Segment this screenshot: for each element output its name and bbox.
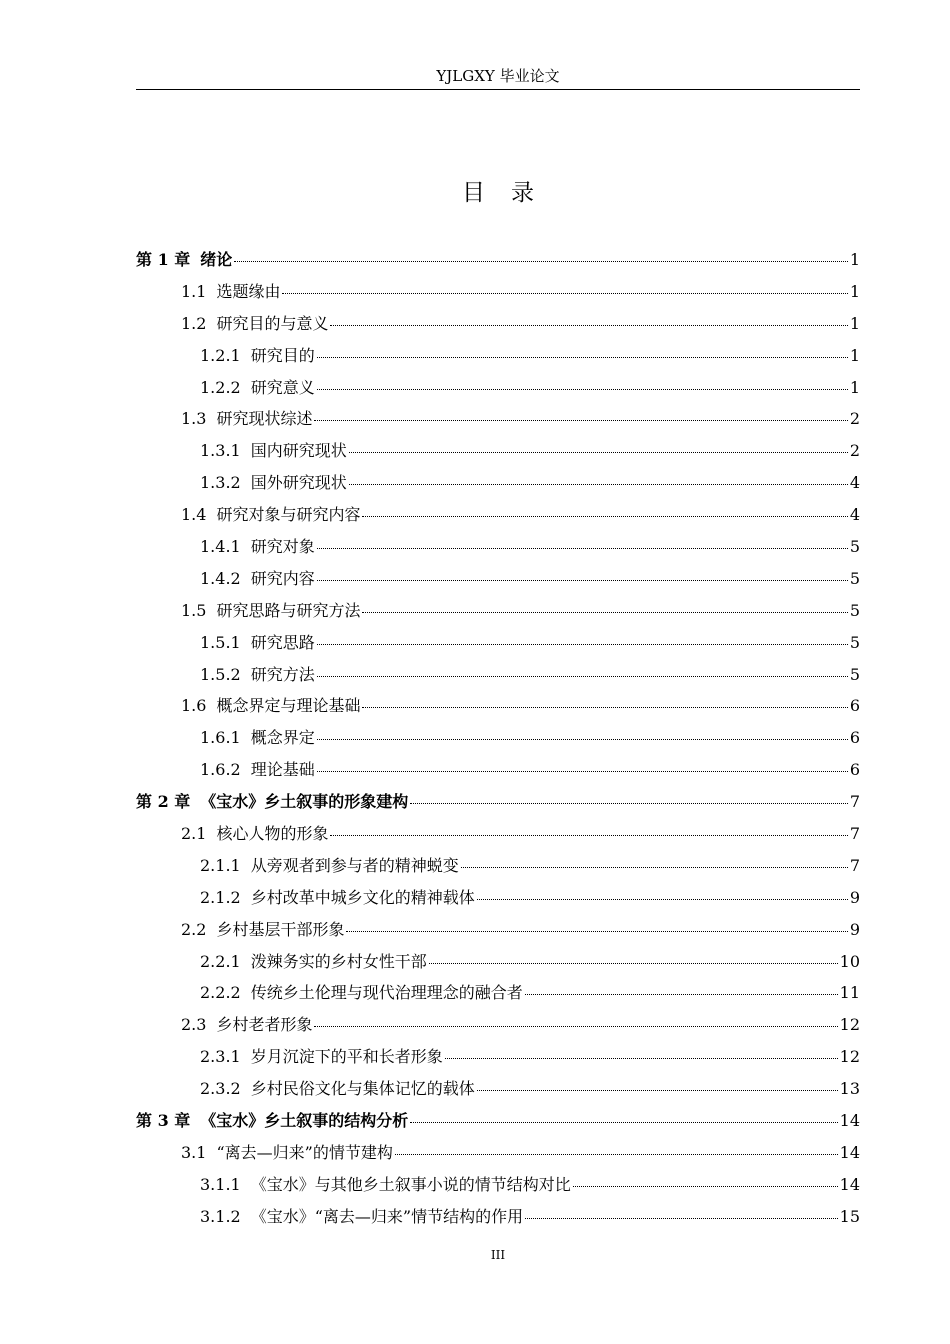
dot-leader	[330, 834, 847, 836]
toc-entry-number: 3.1	[181, 1142, 207, 1162]
toc-entry-title: 乡村改革中城乡文化的精神载体	[250, 887, 475, 907]
toc-entry-number: 1.2.2	[200, 377, 241, 397]
toc-subsection-entry[interactable]	[136, 1073, 860, 1105]
dot-leader	[314, 1025, 837, 1027]
toc-entry-number: 2.1	[181, 824, 207, 844]
dot-leader	[525, 993, 838, 995]
dot-leader	[429, 962, 838, 964]
page-number: III	[490, 1248, 506, 1262]
toc-entry-page: 12	[839, 1015, 860, 1035]
toc-entry-page: 6	[849, 760, 860, 780]
dot-leader	[362, 515, 847, 517]
toc-entry-number: 2.2	[181, 919, 207, 939]
toc-subsection-entry[interactable]	[136, 659, 860, 691]
dot-leader	[317, 547, 848, 549]
toc-entry-title: 传统乡土伦理与现代治理理念的融合者	[250, 983, 523, 1003]
toc-entry-title: 研究思路与研究方法	[216, 600, 361, 620]
toc-entry-number: 2.2.1	[200, 951, 241, 971]
toc-entry-number: 1.3.1	[200, 441, 241, 461]
toc-entry-title: 研究现状综述	[216, 409, 313, 429]
toc-entry-number: 第 2 章	[136, 792, 191, 812]
toc-section-entry[interactable]	[136, 914, 860, 946]
toc-subsection-entry[interactable]	[136, 882, 860, 914]
dot-leader	[362, 611, 847, 613]
table-of-contents	[136, 244, 860, 1233]
toc-entry-number: 2.3	[181, 1015, 207, 1035]
toc-entry-page: 15	[839, 1206, 860, 1226]
toc-entry-title: 概念界定与理论基础	[216, 696, 361, 716]
toc-entry-page: 12	[839, 1047, 860, 1067]
toc-entry-page: 2	[849, 441, 860, 461]
dot-leader	[477, 1089, 838, 1091]
toc-entry-page: 5	[849, 664, 860, 684]
toc-entry-page: 7	[849, 792, 860, 812]
dot-leader	[445, 1057, 838, 1059]
dot-leader	[234, 260, 848, 262]
toc-entry-title: 理论基础	[250, 760, 315, 780]
toc-section-entry[interactable]	[136, 595, 860, 627]
dot-leader	[410, 1121, 837, 1123]
toc-chapter-entry[interactable]	[136, 1105, 860, 1137]
toc-section-entry[interactable]	[136, 690, 860, 722]
toc-entry-number: 1.3	[181, 409, 207, 429]
dot-leader	[330, 324, 847, 326]
dot-leader	[349, 483, 848, 485]
toc-entry-page: 11	[839, 983, 860, 1003]
dot-leader	[410, 802, 848, 804]
toc-entry-title: 研究对象与研究内容	[216, 505, 361, 525]
toc-subsection-entry[interactable]	[136, 754, 860, 786]
toc-entry-title: 选题缘由	[216, 281, 281, 301]
dot-leader	[317, 579, 848, 581]
toc-entry-number: 2.2.2	[200, 983, 241, 1003]
toc-subsection-entry[interactable]	[136, 722, 860, 754]
dot-leader	[282, 292, 847, 294]
toc-entry-page: 7	[849, 855, 860, 875]
toc-entry-page: 5	[849, 537, 860, 557]
toc-entry-number: 1.3.2	[200, 473, 241, 493]
toc-entry-number: 1.2	[181, 313, 207, 333]
toc-subsection-entry[interactable]	[136, 1041, 860, 1073]
toc-entry-page: 1	[849, 250, 860, 269]
toc-entry-title: 《宝水》乡土叙事的形象建构	[200, 792, 409, 812]
running-header: YJLGXY 毕业论文	[436, 67, 560, 85]
dot-leader	[346, 930, 847, 932]
toc-entry-page: 9	[849, 919, 860, 939]
toc-entry-title: 概念界定	[250, 728, 315, 748]
toc-entry-page: 7	[849, 824, 860, 844]
toc-entry-number: 1.4.1	[200, 537, 241, 557]
toc-entry-page: 6	[849, 728, 860, 748]
dot-leader	[477, 898, 848, 900]
dot-leader	[573, 1185, 838, 1187]
toc-section-entry[interactable]	[136, 403, 860, 435]
toc-entry-title: 乡村民俗文化与集体记忆的载体	[250, 1079, 475, 1099]
toc-entry-title: 研究意义	[250, 377, 315, 397]
toc-entry-number: 1.6	[181, 696, 207, 716]
toc-section-entry[interactable]	[136, 818, 860, 850]
toc-entry-title: 研究对象	[250, 537, 315, 557]
toc-subsection-entry[interactable]	[136, 563, 860, 595]
toc-entry-number: 1.5.1	[200, 632, 241, 652]
toc-subsection-entry[interactable]	[136, 467, 860, 499]
header-rule	[136, 89, 860, 90]
toc-entry-title: 研究目的与意义	[216, 313, 329, 333]
toc-entry-number: 1.1	[181, 281, 207, 301]
toc-entry-title: 国内研究现状	[250, 441, 347, 461]
toc-entry-page: 2	[849, 409, 860, 429]
dot-leader	[317, 356, 848, 358]
toc-section-entry[interactable]	[136, 499, 860, 531]
toc-entry-title: “离去—归来”的情节建构	[216, 1142, 393, 1162]
toc-entry-title: 研究目的	[250, 345, 315, 365]
toc-entry-number: 2.3.2	[200, 1079, 241, 1099]
toc-entry-title: 《宝水》与其他乡土叙事小说的情节结构对比	[250, 1174, 571, 1194]
toc-subsection-entry[interactable]	[136, 850, 860, 882]
toc-subsection-entry[interactable]	[136, 372, 860, 404]
toc-entry-number: 1.4.2	[200, 568, 241, 588]
toc-entry-number: 1.4	[181, 505, 207, 525]
toc-entry-title: 研究思路	[250, 632, 315, 652]
dot-leader	[317, 643, 848, 645]
toc-section-entry[interactable]	[136, 276, 860, 308]
toc-entry-page: 9	[849, 887, 860, 907]
toc-entry-title: 乡村基层干部形象	[216, 919, 345, 939]
toc-entry-number: 1.5	[181, 600, 207, 620]
dot-leader	[317, 388, 848, 390]
toc-subsection-entry[interactable]	[136, 340, 860, 372]
toc-entry-title: 研究内容	[250, 568, 315, 588]
toc-entry-number: 2.1.1	[200, 855, 241, 875]
dot-leader	[314, 419, 847, 421]
toc-entry-title: 《宝水》乡土叙事的结构分析	[200, 1111, 409, 1131]
toc-subsection-entry[interactable]	[136, 1169, 860, 1201]
toc-entry-title: 绪论	[200, 250, 233, 269]
toc-entry-page: 1	[849, 281, 860, 301]
dot-leader	[317, 675, 848, 677]
toc-entry-number: 第 1 章	[136, 250, 191, 269]
toc-entry-title: 岁月沉淀下的平和长者形象	[250, 1047, 443, 1067]
toc-entry-title: 国外研究现状	[250, 473, 347, 493]
dot-leader	[317, 770, 848, 772]
dot-leader	[349, 451, 848, 453]
toc-entry-title: 从旁观者到参与者的精神蜕变	[250, 855, 459, 875]
dot-leader	[317, 738, 848, 740]
toc-entry-page: 4	[849, 505, 860, 525]
toc-entry-number: 3.1.1	[200, 1174, 241, 1194]
toc-entry-title: 《宝水》“离去—归来”情节结构的作用	[250, 1206, 524, 1226]
toc-entry-title: 核心人物的形象	[216, 824, 329, 844]
toc-chapter-entry[interactable]	[136, 244, 860, 276]
toc-entry-number: 2.1.2	[200, 887, 241, 907]
toc-entry-title: 研究方法	[250, 664, 315, 684]
toc-subsection-entry[interactable]	[136, 435, 860, 467]
toc-subsection-entry[interactable]	[136, 977, 860, 1009]
toc-chapter-entry[interactable]	[136, 786, 860, 818]
toc-subsection-entry[interactable]	[136, 1201, 860, 1233]
toc-entry-page: 1	[849, 377, 860, 397]
toc-subsection-entry[interactable]	[136, 946, 860, 978]
toc-entry-page: 14	[839, 1174, 860, 1194]
toc-entry-page: 10	[839, 951, 860, 971]
toc-subsection-entry[interactable]	[136, 627, 860, 659]
toc-section-entry[interactable]	[136, 1137, 860, 1169]
toc-entry-page: 5	[849, 600, 860, 620]
dot-leader	[362, 706, 847, 708]
toc-entry-page: 5	[849, 632, 860, 652]
toc-entry-number: 3.1.2	[200, 1206, 241, 1226]
toc-entry-title: 乡村老者形象	[216, 1015, 313, 1035]
toc-entry-page: 14	[839, 1142, 860, 1162]
dot-leader	[525, 1217, 838, 1219]
dot-leader	[395, 1153, 838, 1155]
toc-entry-number: 2.3.1	[200, 1047, 241, 1067]
toc-entry-number: 1.5.2	[200, 664, 241, 684]
toc-entry-page: 13	[839, 1079, 860, 1099]
toc-entry-page: 1	[849, 313, 860, 333]
toc-section-entry[interactable]	[136, 1009, 860, 1041]
toc-entry-page: 14	[839, 1111, 860, 1131]
toc-entry-page: 6	[849, 696, 860, 716]
toc-entry-title: 泼辣务实的乡村女性干部	[250, 951, 427, 971]
toc-entry-page: 5	[849, 568, 860, 588]
dot-leader	[461, 866, 848, 868]
toc-subsection-entry[interactable]	[136, 531, 860, 563]
toc-entry-number: 1.6.1	[200, 728, 241, 748]
toc-title: 目录	[462, 180, 560, 206]
toc-entry-number: 第 3 章	[136, 1111, 191, 1131]
toc-entry-page: 1	[849, 345, 860, 365]
toc-entry-page: 4	[849, 473, 860, 493]
toc-entry-number: 1.2.1	[200, 345, 241, 365]
toc-section-entry[interactable]	[136, 308, 860, 340]
toc-entry-number: 1.6.2	[200, 760, 241, 780]
